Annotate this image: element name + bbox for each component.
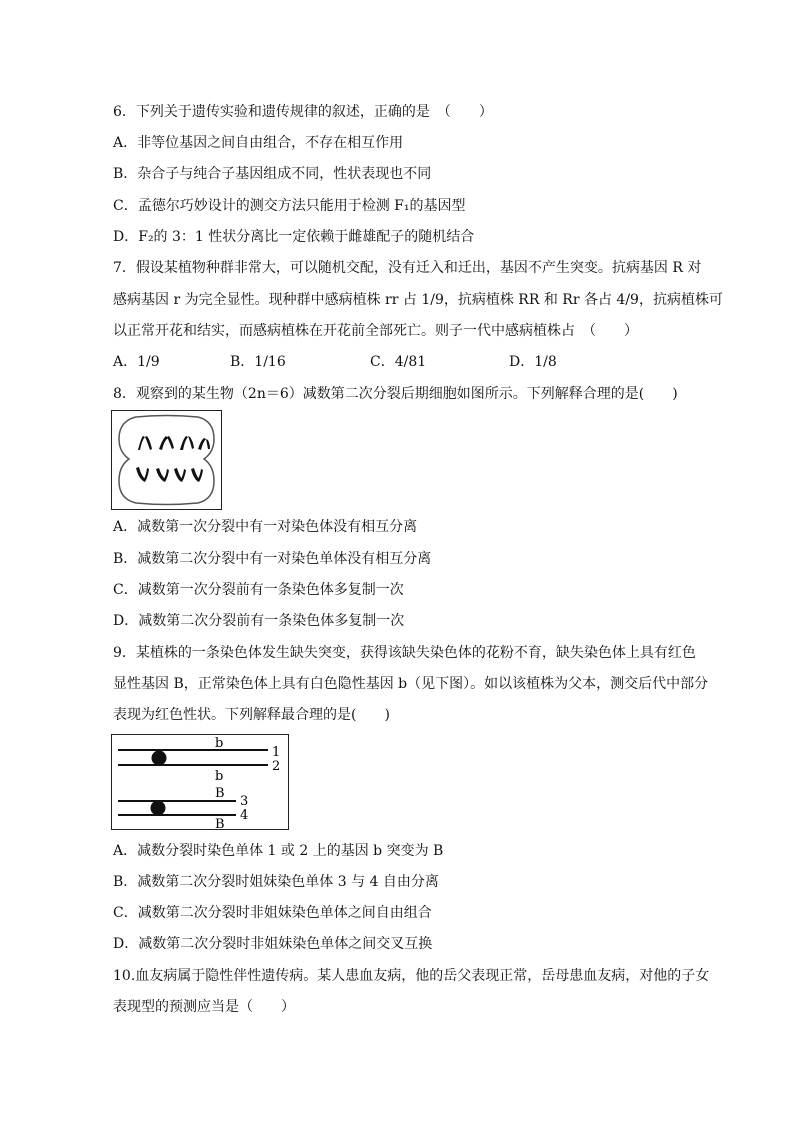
q8-option-c: C．减数第一次分裂前有一条染色体多复制一次 bbox=[113, 582, 404, 598]
chromatid-number-4: 4 bbox=[240, 808, 249, 823]
q7-option-b: B．1/16 bbox=[230, 354, 286, 370]
q7-stem-line-2: 感病基因 r 为完全显性。现种群中感病植株 rr 占 1/9，抗病植株 RR 和 Rr 各占 4/9，抗病植株可 bbox=[113, 292, 723, 308]
q9-option-d: D．减数第二次分裂时非姐妹染色单体之间交叉互换 bbox=[113, 936, 433, 952]
chromatid-number-2: 2 bbox=[272, 759, 281, 774]
q7-option-d: D．1/8 bbox=[509, 354, 557, 370]
q6-option-a: A．非等位基因之间自由组合，不存在相互作用 bbox=[113, 135, 404, 151]
q8-stem: 8．观察到的某生物（2n＝6）减数第二次分裂后期细胞如图所示。下列解释合理的是( ) bbox=[113, 386, 678, 402]
cell-division-figure bbox=[111, 410, 222, 510]
gene-label-B-4: B bbox=[215, 817, 225, 829]
q10-stem-line-2: 表现型的预测应当是（ ） bbox=[113, 999, 295, 1015]
q9-option-a: A．减数分裂时染色单体 1 或 2 上的基因 b 突变为 B bbox=[113, 843, 444, 859]
q9-stem-line-2: 显性基因 B，正常染色体上具有白色隐性基因 b（见下图）。如以该植株为父本，测交后代中部分 bbox=[113, 676, 709, 692]
q10-stem-line-1: 10.血友病属于隐性伴性遗传病。某人患血友病，他的岳父表现正常，岳母患血友病，对他的子女 bbox=[113, 968, 710, 984]
q9-option-b: B．减数第二次分裂时姐妹染色单体 3 与 4 自由分离 bbox=[113, 874, 439, 890]
cell-membrane bbox=[119, 416, 214, 505]
q8-option-a: A．减数第一次分裂中有一对染色体没有相互分离 bbox=[113, 519, 418, 535]
q9-stem-line-1: 9．某植株的一条染色体发生缺失突变，获得该缺失染色体的花粉不育，缺失染色体上具有红色 bbox=[113, 645, 696, 661]
chromatid-number-1: 1 bbox=[272, 745, 281, 760]
gene-label-b-2: b bbox=[215, 769, 224, 784]
q6-option-c: C．孟德尔巧妙设计的测交方法只能用于检测 F₁的基因型 bbox=[113, 198, 466, 214]
q7-stem-line-1: 7．假设某植物种群非常大，可以随机交配，没有迁入和迁出，基因不产生突变。抗病基因 R 对 bbox=[113, 260, 702, 276]
q6-stem: 6．下列关于遗传实验和遗传规律的叙述，正确的是 （ ） bbox=[113, 104, 493, 120]
chromatid-number-3: 3 bbox=[240, 794, 249, 809]
q9-stem-line-3: 表现为红色性状。下列解释最合理的是( ) bbox=[113, 707, 390, 723]
gene-label-b-1: b bbox=[215, 736, 224, 751]
q7-option-c: C．4/81 bbox=[370, 354, 427, 370]
q9-option-c: C．减数第二次分裂时非姐妹染色单体之间自由组合 bbox=[113, 905, 432, 921]
q7-option-a: A．1/9 bbox=[113, 354, 160, 370]
q8-option-d: D．减数第二次分裂前有一条染色体多复制一次 bbox=[113, 613, 405, 629]
centromere-upper bbox=[152, 751, 167, 766]
q6-option-d: D．F₂的 3：1 性状分离比一定依赖于雌雄配子的随机结合 bbox=[113, 229, 475, 245]
q6-option-b: B．杂合子与纯合子基因组成不同，性状表现也不同 bbox=[113, 166, 432, 182]
lower-chromosomes bbox=[136, 467, 203, 482]
q7-options bbox=[113, 352, 573, 372]
upper-chromosomes bbox=[138, 436, 210, 450]
centromere-lower bbox=[151, 801, 166, 816]
gene-label-B-3: B bbox=[215, 786, 225, 801]
q8-option-b: B．减数第二次分裂中有一对染色单体没有相互分离 bbox=[113, 551, 432, 567]
q7-stem-line-3: 以正常开花和结实，而感病植株在开花前全部死亡。则子一代中感病植株占 （ ） bbox=[113, 323, 638, 339]
chromosome-figure bbox=[111, 734, 289, 830]
